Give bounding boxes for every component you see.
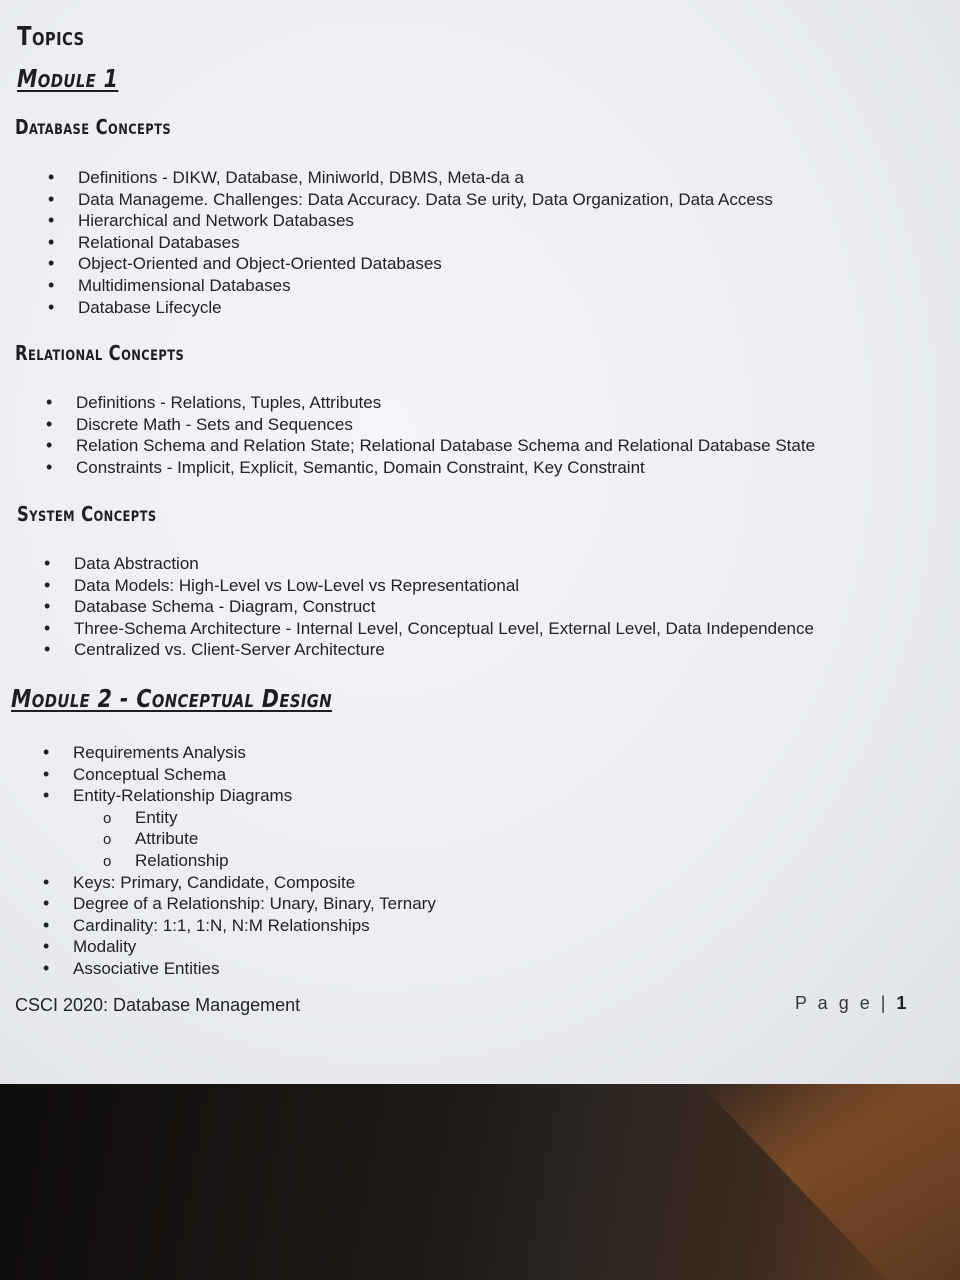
list-item: • Conceptual Schema bbox=[73, 764, 436, 786]
system-concepts-heading: System Concepts bbox=[17, 502, 157, 526]
list-item: • Hierarchical and Network Databases bbox=[78, 210, 773, 232]
list-item: • Definitions - Relations, Tuples, Attributes bbox=[76, 392, 815, 414]
database-concepts-list bbox=[78, 167, 773, 318]
list-item: • Relational Databases bbox=[78, 232, 773, 254]
page-number: 1 bbox=[896, 993, 907, 1013]
system-concepts-list bbox=[74, 553, 814, 661]
list-item: • Database Schema - Diagram, Construct bbox=[74, 596, 814, 618]
list-item: • Discrete Math - Sets and Sequences bbox=[76, 414, 815, 436]
list-item: • Three-Schema Architecture - Internal Level, Conceptual Level, External Level, Data Independence bbox=[74, 618, 814, 640]
database-concepts-heading: Database Concepts bbox=[15, 115, 172, 139]
list-item: • Data Manageme. Challenges: Data Accuracy. Data Se urity, Data Organization, Data Access bbox=[78, 189, 773, 211]
footer-page-number bbox=[795, 993, 906, 1014]
list-item: • Keys: Primary, Candidate, Composite bbox=[73, 872, 436, 894]
relational-concepts-list bbox=[76, 392, 815, 478]
page-title: Topics bbox=[17, 22, 85, 52]
list-item: • Entity-Relationship Diagrams bbox=[73, 785, 436, 807]
sub-list-item: o Relationship bbox=[73, 850, 436, 872]
list-item: • Data Abstraction bbox=[74, 553, 814, 575]
list-item: • Modality bbox=[73, 936, 436, 958]
list-item: • Cardinality: 1:1, 1:N, N:M Relationships bbox=[73, 915, 436, 937]
sub-list-item: o Entity bbox=[73, 807, 436, 829]
module-2-heading: Module 2 - Conceptual Design bbox=[11, 684, 333, 713]
page-label: P a g e | bbox=[795, 993, 889, 1013]
sub-list-item: o Attribute bbox=[73, 828, 436, 850]
list-item: • Relation Schema and Relation State; Relational Database Schema and Relational Database State bbox=[76, 435, 815, 457]
footer-course: CSCI 2020: Database Management bbox=[15, 995, 301, 1015]
module-1-heading: Module 1 bbox=[17, 64, 119, 93]
relational-concepts-heading: Relational Concepts bbox=[15, 341, 185, 365]
list-item: • Centralized vs. Client-Server Architecture bbox=[74, 639, 814, 661]
list-item: • Database Lifecycle bbox=[78, 297, 773, 319]
list-item: • Object-Oriented and Object-Oriented Databases bbox=[78, 253, 773, 275]
list-item: • Constraints - Implicit, Explicit, Semantic, Domain Constraint, Key Constraint bbox=[76, 457, 815, 479]
list-item: • Associative Entities bbox=[73, 958, 436, 980]
list-item: • Data Models: High-Level vs Low-Level vs Representational bbox=[74, 575, 814, 597]
list-item: • Degree of a Relationship: Unary, Binary, Ternary bbox=[73, 893, 436, 915]
conceptual-design-list bbox=[73, 742, 436, 980]
list-item: • Definitions - DIKW, Database, Miniworld, DBMS, Meta-da a bbox=[78, 167, 773, 189]
list-item: • Requirements Analysis bbox=[73, 742, 436, 764]
list-item: • Multidimensional Databases bbox=[78, 275, 773, 297]
